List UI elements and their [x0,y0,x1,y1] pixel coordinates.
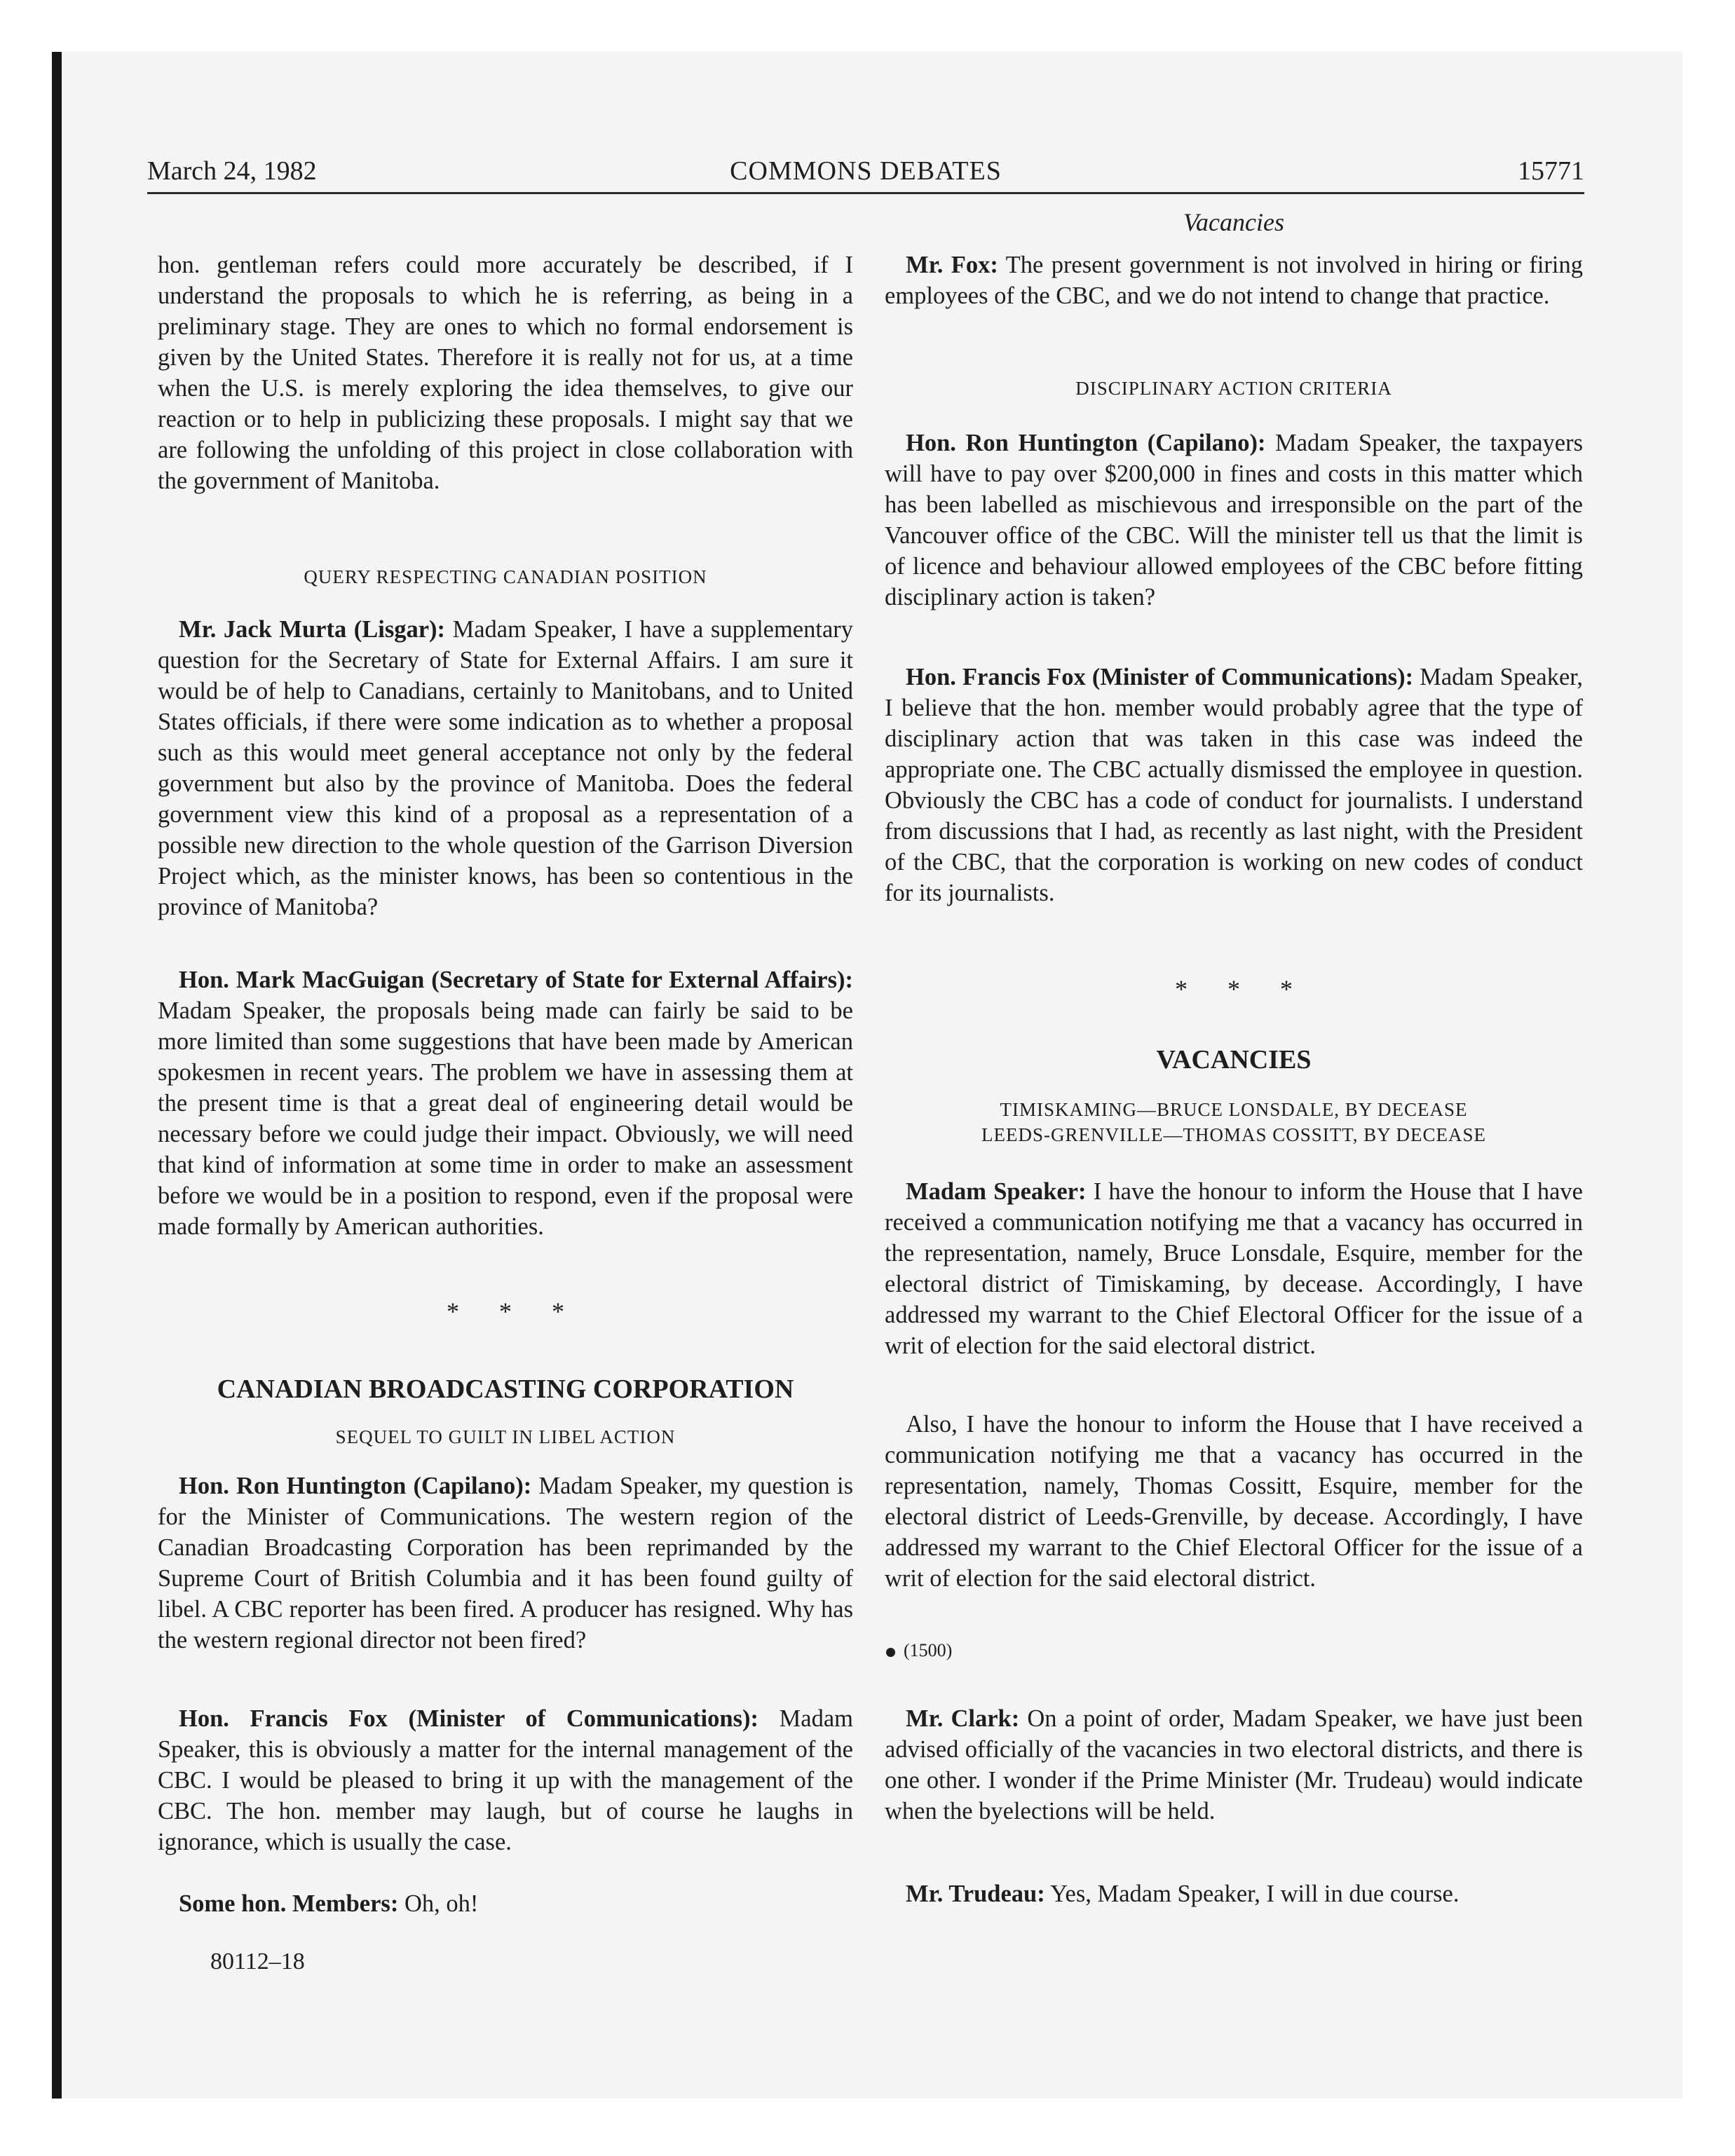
speech-text: I have the honour to inform the House that I have received a communication notifying me that a vacancy has occurred in the representation, namely, Bruce Lonsdale, Esquire, member for the electoral district of Timiskaming, by decease. Accordingly, I have addressed my warrant to the Chief Electoral Officer for the issue of a writ of election for the said electoral district. [885,1178,1583,1359]
bullet-icon [886,1648,895,1657]
running-head: Vacancies [1183,208,1284,236]
left-subheading-query: QUERY RESPECTING CANADIAN POSITION [304,566,707,587]
right-paragraph-madam-speaker [885,1176,1583,1361]
left-paragraph-macguigan [158,964,853,1242]
right-section-divider-stars: * * * [1175,975,1309,1003]
time-marker [886,1640,952,1661]
speaker-name: Some hon. Members: [179,1890,399,1917]
speech-text: Madam Speaker, I have a supplementary question for the Secretary of State for External Affairs. I am sure it would be of help to Canadians, certainly to Manitobans, and to United States officials, if there were some indication as to whether a proposal such as this would meet general acceptance not only by the federal government but also by the province of Manitoba. Does the federal government view this kind of a proposal as a representation of a possible new direction to the whole question of the Garrison Diversion Project which, as the minister knows, has been so contentious in the province of Manitoba? [158,616,853,920]
page-edge-shadow [52,52,62,2099]
speech-text: Madam Speaker, the taxpayers will have to pay over $200,000 in fines and costs in this matter which has been labelled as mischievous and irresponsible on the part of the Vancouver office of the CBC. Will the minister tell us that the limit is of licence and behaviour allowed employees of the CBC before fitting disciplinary action is taken? [885,430,1583,610]
left-section-heading-cbc: CANADIAN BROADCASTING CORPORATION [217,1374,794,1404]
speaker-name: Hon. Francis Fox (Minister of Communications): [179,1705,758,1732]
speaker-name: Mr. Trudeau: [906,1881,1045,1907]
right-section-heading-vacancies: VACANCIES [1156,1045,1312,1074]
left-paragraph-1 [158,250,853,496]
left-p1-text: hon. gentleman refers could more accurately be described, if I understand the proposals to which he is referring, as being in a preliminary stage. They are ones to which no formal endorsement is given by the United States. Therefore it is really not for us, at a time when the U.S. is merely exploring the idea themselves, to give our reaction or to help in publicizing these proposals. I might say that we are following the unfolding of this project in close collaboration with the government of Manitoba. [158,252,853,494]
left-paragraph-fox [158,1703,853,1857]
speaker-name: Hon. Mark MacGuigan (Secretary of State for External Affairs): [179,967,853,993]
speech-text: Madam Speaker, my question is for the Minister of Communications. The western region of the Canadian Broadcasting Corporation has been reprimanded by the Supreme Court of British Columbia and it has been found guilty of libel. A CBC reporter has been fired. A producer has resigned. Why has the western regional director not been fired? [158,1473,853,1653]
right-paragraph-fox-2 [885,662,1583,908]
left-paragraph-murta [158,614,853,922]
time-marker-text: (1500) [904,1640,953,1660]
right-subheading-timiskaming: TIMISKAMING—BRUCE LONSDALE, BY DECEASE [1000,1099,1468,1120]
speech-text: Yes, Madam Speaker, I will in due course. [1045,1881,1460,1907]
speech-text: Also, I have the honour to inform the House that I have received a communication notifying me that a vacancy has occurred in the representation, namely, Thomas Cossitt, Esquire, member for the electoral district of Leeds-Grenville, by decease. Accordingly, I have addressed my warrant to the Chief Electoral Officer for the issue of a writ of election for the said electoral district. [885,1411,1583,1592]
speaker-name: Hon. Ron Huntington (Capilano): [179,1473,532,1499]
right-paragraph-huntington [885,428,1583,613]
left-subheading-libel: SEQUEL TO GUILT IN LIBEL ACTION [335,1426,676,1447]
left-paragraph-huntington [158,1471,853,1656]
speech-text: Madam Speaker, the proposals being made can fairly be said to be more limited than some suggestions that have been made by American spokesmen in recent years. The problem we have in assessing them at the present time is that a great deal of engineering detail would be necessary before we could judge their impact. Obviously, we will need that kind of information at some time in order to make an assessment before we would be in a position to respond, even if the proposal were made formally by American authorities. [158,997,853,1240]
speaker-name: Mr. Jack Murta (Lisgar): [179,616,446,643]
right-paragraph-also [885,1409,1583,1594]
page-header [147,153,1584,194]
speaker-name: Hon. Francis Fox (Minister of Communications): [906,664,1414,690]
header-journal-title: COMMONS DEBATES [730,156,1002,186]
header-page-number: 15771 [1518,156,1584,186]
speech-text: Madam Speaker, this is obviously a matter for the internal management of the CBC. I would be pleased to bring it up with the management of the CBC. The hon. member may laugh, but of course he laughs in ignorance, which is usually the case. [158,1705,853,1855]
left-section-divider-stars: * * * [447,1297,581,1325]
right-paragraph-trudeau [885,1878,1583,1909]
header-date: March 24, 1982 [147,156,317,186]
right-paragraph-fox [885,250,1583,311]
footer-code: 80112–18 [210,1949,305,1974]
right-paragraph-clark [885,1703,1583,1827]
speech-text: Oh, oh! [398,1890,479,1917]
speech-text: On a point of order, Madam Speaker, we have just been advised officially of the vacancies in two electoral districts, and there is one other. I wonder if the Prime Minister (Mr. Trudeau) would indicate when the byelections will be held. [885,1705,1583,1824]
right-subheading-leeds-grenville: LEEDS-GRENVILLE—THOMAS COSSITT, BY DECEASE [981,1124,1486,1145]
speech-text: The present government is not involved in hiring or firing employees of the CBC, and we do not intend to change that practice. [885,252,1583,309]
left-paragraph-members [158,1888,853,1919]
speaker-name: Mr. Fox: [906,252,998,278]
speaker-name: Mr. Clark: [906,1705,1020,1732]
speaker-name: Madam Speaker: [906,1178,1087,1205]
right-subheading-disciplinary: DISCIPLINARY ACTION CRITERIA [1075,378,1392,399]
speech-text: Madam Speaker, I believe that the hon. member would probably agree that the type of disciplinary action that was taken in this case was indeed the appropriate one. The CBC actually dismissed the employee in question. Obviously the CBC has a code of conduct for journalists. I understand from discussions that I had, as recently as last night, with the President of the CBC, that the corporation is working on new codes of conduct for its journalists. [885,664,1584,906]
speaker-name: Hon. Ron Huntington (Capilano): [906,430,1266,456]
